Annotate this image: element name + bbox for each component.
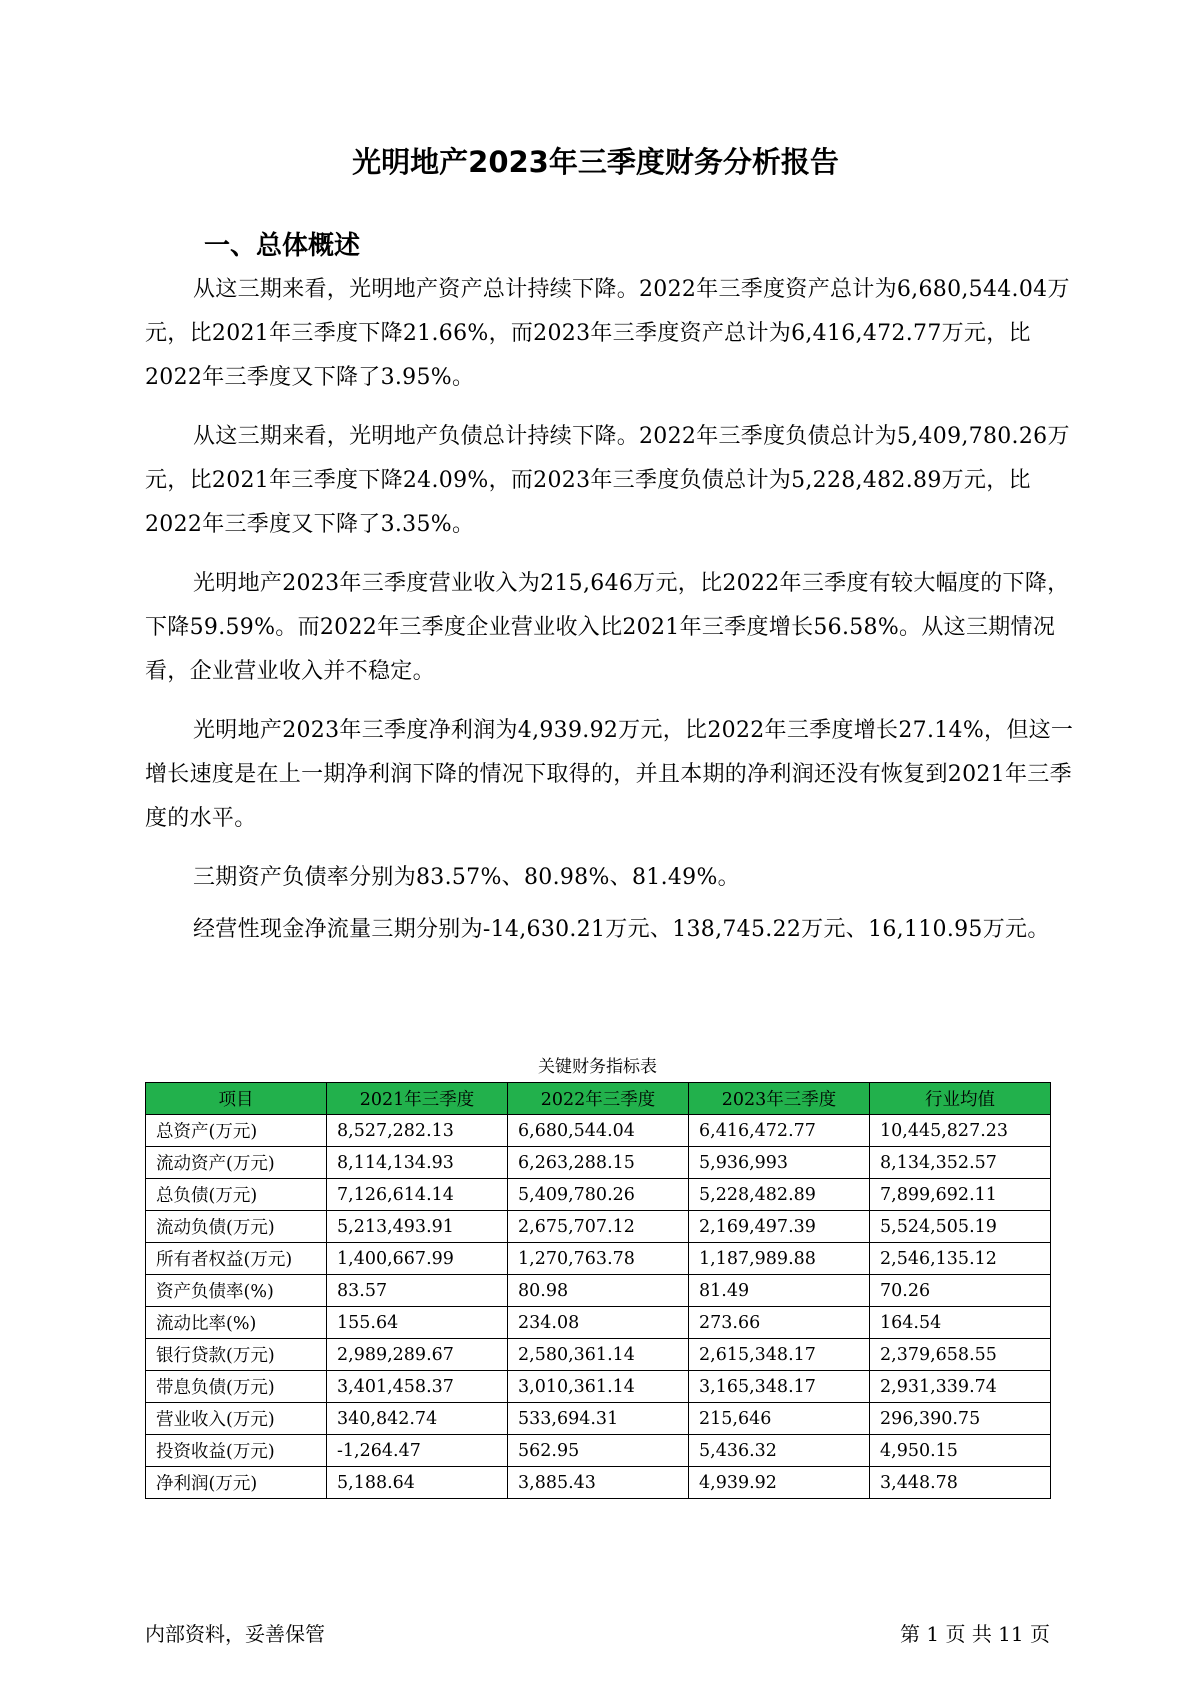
table-cell: 533,694.31 [508,1403,689,1435]
table-cell: 80.98 [508,1275,689,1307]
key-financial-indicators-table [145,1082,1051,1499]
table-cell: 6,680,544.04 [508,1115,689,1147]
table-cell: 6,416,472.77 [689,1115,870,1147]
row-label-cell: 投资收益(万元) [146,1435,327,1467]
table-header-row [146,1083,1051,1115]
table-cell: 5,228,482.89 [689,1179,870,1211]
row-label-cell: 流动资产(万元) [146,1147,327,1179]
table-cell: 562.95 [508,1435,689,1467]
table-body [146,1115,1051,1499]
paragraph-revenue: 光明地产2023年三季度营业收入为215,646万元，比2022年三季度有较大幅度的下降，下降59.59%。而2022年三季度企业营业收入比2021年三季度增长56.58%。从这三期情况看，企业营业收入并不稳定。 [145,571,1070,684]
paragraph-assets: 从这三期来看，光明地产资产总计持续下降。2022年三季度资产总计为6,680,544.04万元，比2021年三季度下降21.66%，而2023年三季度资产总计为6,416,472.77万元，比2022年三季度又下降了3.95%。 [145,277,1070,390]
header-cell: 项目 [146,1083,327,1115]
table-row [146,1467,1051,1499]
paragraph-debt-ratio: 三期资产负债率分别为83.57%、80.98%、81.49%。 [193,865,740,890]
paragraph-net-profit: 光明地产2023年三季度净利润为4,939.92万元，比2022年三季度增长27.14%，但这一增长速度是在上一期净利润下降的情况下取得的，并且本期的净利润还没有恢复到2021年三季度的水平。 [145,718,1074,831]
table-cell: 6,263,288.15 [508,1147,689,1179]
table-cell: 215,646 [689,1403,870,1435]
table-cell: 1,270,763.78 [508,1243,689,1275]
table-cell: 83.57 [327,1275,508,1307]
table-cell: 2,580,361.14 [508,1339,689,1371]
page-title: 光明地产2023年三季度财务分析报告 [352,145,839,179]
row-label-cell: 资产负债率(%) [146,1275,327,1307]
table-cell: 2,989,289.67 [327,1339,508,1371]
table-cell: 70.26 [870,1275,1051,1307]
table-row [146,1179,1051,1211]
table-cell: 8,527,282.13 [327,1115,508,1147]
table-cell: 4,939.92 [689,1467,870,1499]
table-cell: 3,010,361.14 [508,1371,689,1403]
table-cell: 2,615,348.17 [689,1339,870,1371]
table-cell: 5,436.32 [689,1435,870,1467]
table-cell: 340,842.74 [327,1403,508,1435]
table-cell: 273.66 [689,1307,870,1339]
table-row [146,1307,1051,1339]
page-number: 第 1 页 共 11 页 [900,1622,1050,1646]
row-label-cell: 营业收入(万元) [146,1403,327,1435]
table-cell: 2,931,339.74 [870,1371,1051,1403]
table-row [146,1339,1051,1371]
table-cell: 155.64 [327,1307,508,1339]
table-row [146,1435,1051,1467]
row-label-cell: 所有者权益(万元) [146,1243,327,1275]
table-cell: 5,213,493.91 [327,1211,508,1243]
table-cell: 3,885.43 [508,1467,689,1499]
table-cell: 7,899,692.11 [870,1179,1051,1211]
table-row [146,1275,1051,1307]
table-cell: 81.49 [689,1275,870,1307]
table-row [146,1211,1051,1243]
row-label-cell: 银行贷款(万元) [146,1339,327,1371]
table-cell: 3,165,348.17 [689,1371,870,1403]
table-cell: 3,401,458.37 [327,1371,508,1403]
table-cell: 296,390.75 [870,1403,1051,1435]
table-cell: 1,187,989.88 [689,1243,870,1275]
table-row [146,1371,1051,1403]
table-cell: 1,400,667.99 [327,1243,508,1275]
table-row [146,1243,1051,1275]
table-row [146,1403,1051,1435]
table-cell: -1,264.47 [327,1435,508,1467]
paragraph-liabilities: 从这三期来看，光明地产负债总计持续下降。2022年三季度负债总计为5,409,780.26万元，比2021年三季度下降24.09%，而2023年三季度负债总计为5,228,482.89万元，比2022年三季度又下降了3.35%。 [145,424,1070,537]
table-row [146,1115,1051,1147]
table-cell: 2,546,135.12 [870,1243,1051,1275]
table-cell: 3,448.78 [870,1467,1051,1499]
row-label-cell: 带息负债(万元) [146,1371,327,1403]
row-label-cell: 净利润(万元) [146,1467,327,1499]
paragraph-cash-flow: 经营性现金净流量三期分别为-14,630.21万元、138,745.22万元、16,110.95万元。 [193,917,1050,942]
table-cell: 5,409,780.26 [508,1179,689,1211]
table-cell: 164.54 [870,1307,1051,1339]
header-cell: 2022年三季度 [508,1083,689,1115]
footer-note: 内部资料，妥善保管 [145,1622,325,1646]
header-cell: 2021年三季度 [327,1083,508,1115]
table-cell: 234.08 [508,1307,689,1339]
row-label-cell: 总资产(万元) [146,1115,327,1147]
row-label-cell: 总负债(万元) [146,1179,327,1211]
header-cell: 行业均值 [870,1083,1051,1115]
table-cell: 4,950.15 [870,1435,1051,1467]
table-caption: 关键财务指标表 [538,1057,657,1077]
table-cell: 8,114,134.93 [327,1147,508,1179]
table-row [146,1147,1051,1179]
table-cell: 10,445,827.23 [870,1115,1051,1147]
row-label-cell: 流动负债(万元) [146,1211,327,1243]
row-label-cell: 流动比率(%) [146,1307,327,1339]
table-cell: 5,188.64 [327,1467,508,1499]
table-cell: 5,524,505.19 [870,1211,1051,1243]
table-cell: 2,379,658.55 [870,1339,1051,1371]
section-heading: 一、总体概述 [204,231,361,261]
header-cell: 2023年三季度 [689,1083,870,1115]
table-cell: 8,134,352.57 [870,1147,1051,1179]
table-cell: 7,126,614.14 [327,1179,508,1211]
table-cell: 5,936,993 [689,1147,870,1179]
table-cell: 2,675,707.12 [508,1211,689,1243]
table-cell: 2,169,497.39 [689,1211,870,1243]
